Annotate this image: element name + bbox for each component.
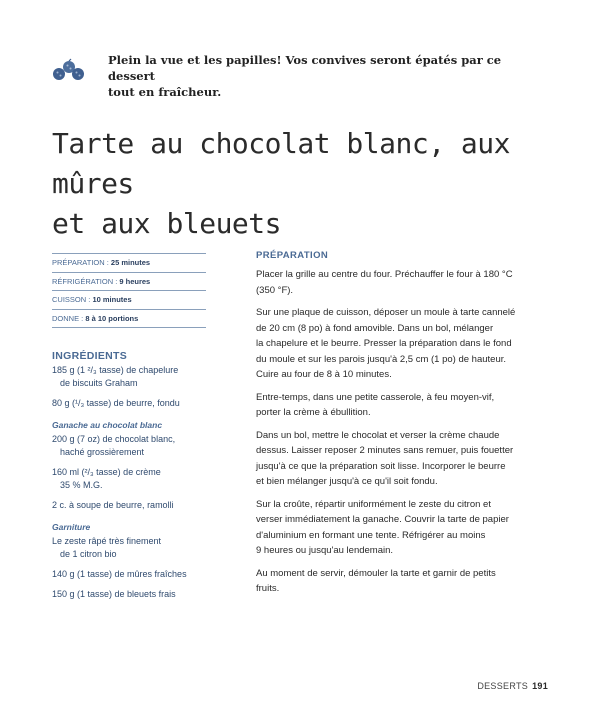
step-line: la chapelure et le beurre. Presser la préparation dans le fond — [256, 338, 512, 349]
meta-servings — [52, 310, 206, 329]
ingredient-line: 185 g (1 ²/₃ tasse) de chapelure — [52, 365, 179, 375]
step-line: jusqu'à ce que la préparation soit lisse. Incorporer le beurre — [256, 460, 506, 472]
ingredient-item — [52, 588, 222, 601]
meta-label: CUISSON : — [52, 295, 93, 304]
step-line: Cuire au four de 8 à 10 minutes. — [256, 369, 392, 380]
preparation-step — [256, 305, 556, 383]
intro-text — [108, 52, 538, 100]
berries-icon — [50, 58, 90, 84]
step-line: d'aluminium en formant une tente. Réfrigérer au moins — [256, 529, 486, 541]
preparation-step — [256, 267, 556, 298]
ingredient-item — [52, 535, 222, 561]
meta-label: DONNE : — [52, 313, 86, 323]
step-line: verser immédiatement la ganache. Couvrir la tarte de papier — [256, 514, 509, 525]
preparation-section — [256, 250, 556, 604]
ingredient-line: 140 g (1 tasse) de mûres fraîches — [52, 569, 187, 579]
step-line: (350 °F). — [256, 284, 294, 296]
meta-value: 8 à 10 portions — [85, 313, 139, 323]
ingredient-line: 80 g (¹/₃ tasse) de beurre, fondu — [52, 398, 180, 408]
meta-cooking — [52, 291, 206, 310]
meta-value: 25 minutes — [110, 258, 151, 267]
ingredient-item — [52, 433, 222, 459]
meta-preparation — [52, 254, 206, 273]
page-number: 191 — [532, 681, 548, 691]
ingredient-item — [52, 499, 222, 512]
page-footer — [477, 681, 548, 691]
step-line: du moule et sur les parois jusqu'à 2,5 cm (1 po) de hauteur. — [256, 353, 507, 365]
ingredient-line: haché grossièrement — [60, 447, 145, 457]
preparation-step — [256, 566, 556, 597]
step-line: porter la crème à ébullition. — [256, 407, 371, 418]
recipe-title — [52, 124, 572, 244]
ingredient-line: Le zeste râpé très finement — [52, 536, 162, 546]
step-line: Entre-temps, dans une petite casserole, à feu moyen-vif, — [256, 391, 495, 403]
step-line: Dans un bol, mettre le chocolat et verser la crème chaude — [256, 429, 500, 441]
meta-value: 9 heures — [119, 276, 151, 286]
ingredient-line: de 1 citron bio — [60, 549, 117, 559]
garnish-heading: Garniture — [52, 522, 91, 532]
title-line: et aux bleuets — [52, 207, 282, 240]
title-line: Tarte au chocolat blanc, aux mûres — [52, 127, 511, 200]
ingredient-line: de biscuits Graham — [60, 378, 138, 388]
step-line: fruits. — [256, 583, 280, 594]
intro-line: tout en fraîcheur. — [108, 85, 222, 99]
ingredient-item — [52, 466, 222, 492]
ingredients-section — [52, 350, 222, 608]
meta-label: PRÉPARATION : — [52, 258, 111, 267]
preparation-step — [256, 390, 556, 421]
step-line: Sur la croûte, répartir uniformément le zeste du citron et — [256, 498, 491, 510]
ingredients-heading: INGRÉDIENTS — [52, 350, 128, 362]
intro-block — [50, 52, 550, 99]
ingredient-line: 150 g (1 tasse) de bleuets frais — [52, 589, 176, 599]
step-line: Placer la grille au centre du four. Préchauffer le four à 180 °C — [256, 269, 513, 280]
ingredient-item — [52, 364, 222, 390]
step-line: de 20 cm (8 po) à fond amovible. Dans un bol, mélanger — [256, 322, 494, 334]
recipe-meta — [52, 253, 206, 328]
ingredient-line: 160 ml (²/₃ tasse) de crème — [52, 467, 161, 477]
meta-value: 10 minutes — [92, 295, 132, 304]
preparation-step — [256, 428, 556, 490]
step-line: Sur une plaque de cuisson, déposer un moule à tarte cannelé — [256, 307, 516, 318]
meta-label: RÉFRIGÉRATION : — [52, 276, 120, 286]
step-line: et bien mélanger jusqu'à ce qu'il soit fondu. — [256, 476, 438, 487]
intro-line: Plein la vue et les papilles! Vos convives seront épatés par ce dessert — [108, 53, 502, 83]
ganache-heading: Ganache au chocolat blanc — [52, 420, 163, 430]
preparation-heading: PRÉPARATION — [256, 250, 329, 261]
footer-section: DESSERTS — [477, 681, 529, 691]
ingredient-line: 35 % M.G. — [60, 480, 103, 490]
step-line: 9 heures ou jusqu'au lendemain. — [256, 545, 394, 556]
preparation-step — [256, 497, 556, 559]
ingredient-line: 2 c. à soupe de beurre, ramolli — [52, 500, 174, 510]
step-line: dessus. Laisser reposer 2 minutes sans remuer, puis fouetter — [256, 445, 514, 456]
ingredient-item — [52, 568, 222, 581]
meta-refrigeration — [52, 273, 206, 292]
ingredient-line: 200 g (7 oz) de chocolat blanc, — [52, 434, 176, 444]
ingredient-item — [52, 397, 222, 410]
step-line: Au moment de servir, démouler la tarte et garnir de petits — [256, 567, 496, 579]
